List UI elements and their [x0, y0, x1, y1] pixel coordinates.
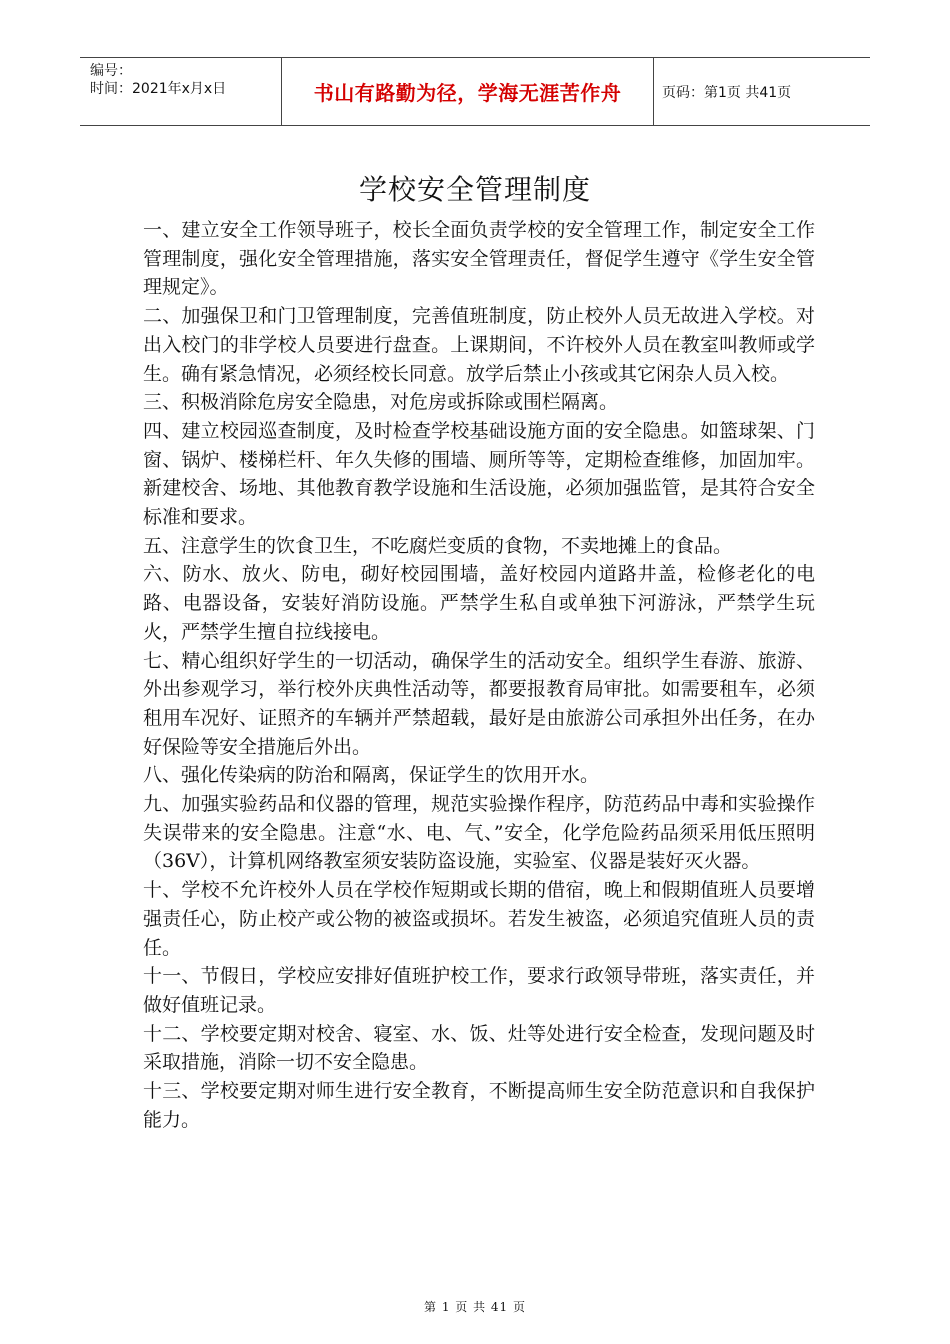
motto: 书山有路勤为径，学海无涯苦作舟: [313, 81, 622, 105]
serial-label: 编号：: [90, 63, 132, 79]
paragraph: 六、防水、放火、防电，砌好校园围墙，盖好校园内道路井盖，检修老化的电路、电器设备，安装好消防设施。严禁学生私自或单独下河游泳，严禁学生玩火，严禁学生擅自拉线接电。: [143, 563, 815, 643]
document-title: 学校安全管理制度: [358, 173, 591, 206]
paragraph: 十三、学校要定期对师生进行安全教育，不断提高师生安全防范意识和自我保护能力。: [143, 1080, 815, 1131]
paragraph: 四、建立校园巡查制度，及时检查学校基础设施方面的安全隐患。如篮球架、门窗、锅炉、楼梯栏杆、年久失修的围墙、厕所等等，定期检查维修，加固加牢。新建校舍、场地、其他教育教学设施和生活设施，必须加强监管，是其符合安全标准和要求。: [143, 419, 815, 529]
header-table: [80, 57, 870, 126]
paragraph: 五、注意学生的饮食卫生，不吃腐烂变质的食物，不卖地摊上的食品。: [143, 534, 733, 557]
header-motto-cell: [282, 58, 654, 125]
paragraph: 九、加强实验药品和仪器的管理，规范实验操作程序，防范药品中毒和实验操作失误带来的安全隐患。注意“水、电、气、”安全，化学危险药品须采用低压照明（36V），计算机网络教室须安装防盗设施，实验室、仪器是装好灭火器。: [143, 793, 815, 873]
header-page-cell: [654, 58, 870, 125]
header-meta: [80, 58, 282, 125]
page-code: 页码：第1页 共41页: [662, 84, 792, 101]
paragraph: 十、学校不允许校外人员在学校作短期或长期的借宿，晚上和假期值班人员要增强责任心，防止校产或公物的被盗或损坏。若发生被盗，必须追究值班人员的责任。: [143, 879, 815, 959]
time-label: 时间：2021年x月x日: [90, 81, 227, 97]
paragraph: 三、积极消除危房安全隐患，对危房或拆除或围栏隔离。: [143, 391, 619, 414]
page-footer: 第 1 页 共 41 页: [424, 1300, 526, 1314]
document-body: [143, 216, 815, 1135]
paragraph: 十二、学校要定期对校舍、寝室、水、饭、灶等处进行安全检查，发现问题及时采取措施，消除一切不安全隐患。: [143, 1022, 815, 1074]
paragraph: 八、强化传染病的防治和隔离，保证学生的饮用开水。: [143, 764, 600, 787]
paragraph: 一、建立安全工作领导班子，校长全面负责学校的安全管理工作，制定安全工作管理制度，强化安全管理措施，落实安全管理责任，督促学生遵守《学生安全管理规定》。: [143, 219, 815, 299]
paragraph: 十一、节假日，学校应安排好值班护校工作，要求行政领导带班，落实责任，并做好值班记录。: [143, 965, 815, 1016]
paragraph: 七、精心组织好学生的一切活动，确保学生的活动安全。组织学生春游、旅游、外出参观学习，举行校外庆典性活动等，都要报教育局审批。如需要租车，必须租用车况好、证照齐的车辆并严禁超载，最好是由旅游公司承担外出任务，在办好保险等安全措施后外出。: [143, 649, 815, 758]
paragraph: 二、加强保卫和门卫管理制度，完善值班制度，防止校外人员无故进入学校。对出入校门的非学校人员要进行盘查。上课期间，不许校外人员在教室叫教师或学生。确有紧急情况，必须经校长同意。放学后禁止小孩或其它闲杂人员入校。: [143, 305, 815, 385]
